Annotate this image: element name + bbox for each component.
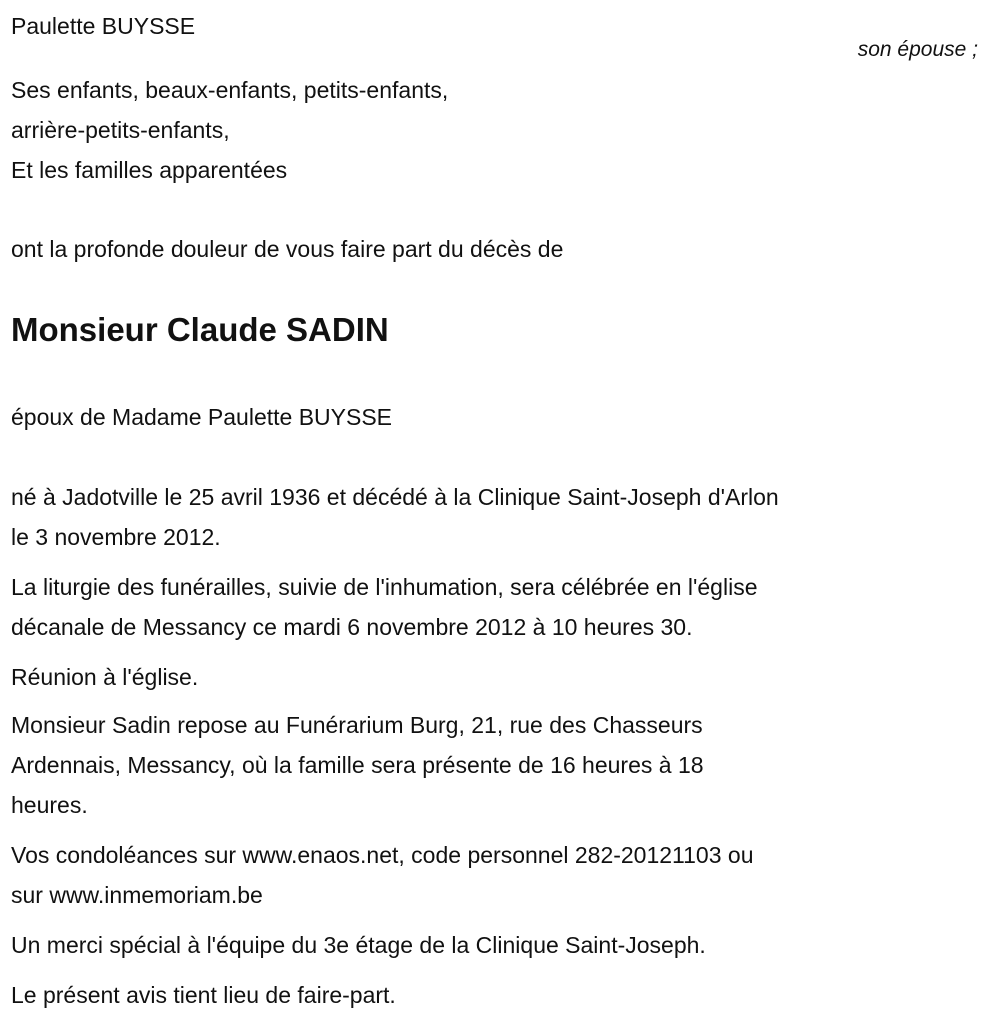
paragraph-line: le 3 novembre 2012. — [11, 524, 221, 550]
paragraph-line: né à Jadotville le 25 avril 1936 et décédé à la Clinique Saint-Joseph d'Arlon — [11, 484, 779, 510]
spouse-role: son épouse ; — [857, 38, 978, 61]
family-line: arrière-petits-enfants, — [11, 117, 230, 143]
spouse-name: Paulette BUYSSE — [11, 13, 196, 39]
condolences-paragraph — [11, 835, 754, 915]
family-line: Et les familles apparentées — [11, 157, 288, 183]
meeting-paragraph — [11, 657, 198, 697]
paragraph-line: La liturgie des funérailles, suivie de l'inhumation, sera célébrée en l'église — [11, 574, 758, 600]
family-line: Ses enfants, beaux-enfants, petits-enfants, — [11, 77, 449, 103]
paragraph-line: Vos condoléances sur www.enaos.net, code personnel 282-20121103 ou — [11, 842, 754, 868]
birth-death-paragraph — [11, 477, 779, 557]
paragraph-line: Un merci spécial à l'équipe du 3e étage de la Clinique Saint-Joseph. — [11, 932, 706, 958]
paragraph-line: sur www.inmemoriam.be — [11, 882, 263, 908]
thanks-paragraph — [11, 925, 706, 965]
paragraph-line: Réunion à l'église. — [11, 664, 199, 690]
relation-text: époux de Madame Paulette BUYSSE — [11, 404, 393, 430]
paragraph-line: Le présent avis tient lieu de faire-part. — [11, 982, 396, 1008]
paragraph-line: décanale de Messancy ce mardi 6 novembre 2012 à 10 heures 30. — [11, 614, 693, 640]
family-list — [11, 70, 448, 190]
funeral-paragraph — [11, 567, 758, 647]
deceased-name: Monsieur Claude SADIN — [11, 311, 389, 348]
notice-paragraph — [11, 975, 396, 1015]
paragraph-line: Ardennais, Messancy, où la famille sera présente de 16 heures à 18 — [11, 752, 704, 778]
paragraph-line: heures. — [11, 792, 88, 818]
paragraph-line: Monsieur Sadin repose au Funérarium Burg, 21, rue des Chasseurs — [11, 712, 703, 738]
intro-text: ont la profonde douleur de vous faire part du décès de — [11, 236, 564, 262]
funerarium-paragraph — [11, 705, 704, 825]
